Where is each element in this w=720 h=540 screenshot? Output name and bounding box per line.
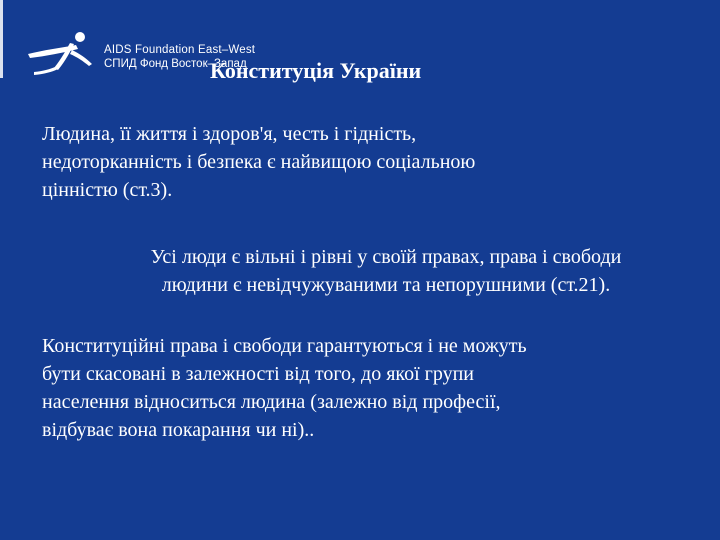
paragraph-line: людини є невідчужуваними та непорушними (ст.21).	[161, 274, 611, 296]
paragraph-line: відбуває вона покарання чи ні)..	[42, 419, 315, 441]
paragraph-line: цінністю (ст.3).	[42, 179, 173, 201]
logo-name-russian: СПИД Фонд Восток–Запад	[104, 58, 247, 70]
paragraph-line: Конституційні права і свободи гарантуються і не можуть	[42, 335, 527, 357]
paragraph-rights-guarantee	[42, 332, 682, 444]
paragraph-line: Людина, її життя і здоров'я, честь і гідність,	[42, 123, 417, 145]
paragraph-line: Усі люди є вільні і рівні у своїй правах, права і свободи	[150, 246, 622, 268]
slide-title: Конституція України	[210, 58, 422, 83]
paragraph-article-3	[42, 120, 682, 204]
paragraph-line: населення відноситься людина (залежно від професії,	[42, 391, 501, 413]
left-edge-stripe	[0, 0, 3, 78]
logo-name-english: AIDS Foundation East–West	[104, 44, 256, 56]
paragraph-article-21	[76, 243, 696, 299]
paragraph-line: бути скасовані в залежності від того, до якої групи	[42, 363, 475, 385]
runner-figure-icon	[22, 28, 102, 80]
paragraph-line: недоторканність і безпека є найвищою соціальною	[42, 151, 476, 173]
